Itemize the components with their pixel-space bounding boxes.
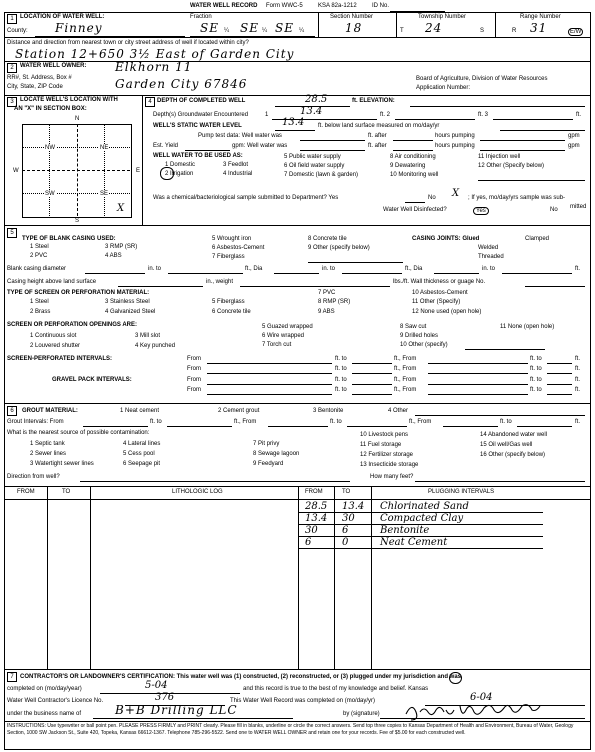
contam-lagoon[interactable]: 8 Sewage lagoon xyxy=(253,451,300,457)
contam-fertilizer[interactable]: 12 Fertilizer storage xyxy=(360,452,414,458)
quarter-2[interactable]: SE xyxy=(240,21,259,35)
grout-ft-from-2: ft., From xyxy=(409,419,432,425)
gw-1: 1 xyxy=(265,112,269,118)
interval-from-2: From xyxy=(187,377,201,383)
contam-abandoned[interactable]: 14 Abandoned water well xyxy=(480,432,548,438)
gravel-label: GRAVEL PACK INTERVALS: xyxy=(52,377,132,383)
static-rest: ft. below land surface measured on mo/day/yr xyxy=(318,123,440,129)
joints-welded[interactable]: Welded xyxy=(478,245,499,251)
interval-from-1: From xyxy=(187,366,201,372)
casing-fiberglass[interactable]: 7 Fiberglass xyxy=(212,254,245,260)
screen-asbestos[interactable]: 10 Asbestos-Cement xyxy=(412,290,468,296)
opening-mill[interactable]: 3 Mill slot xyxy=(135,333,161,339)
licence-value[interactable]: 376 xyxy=(155,692,175,703)
locate-subtitle: AN "X" IN SECTION BOX: xyxy=(14,106,87,112)
quarter-unit: ¼ xyxy=(299,28,305,34)
static-label: WELL'S STATIC WATER LEVEL xyxy=(153,123,242,129)
distance-label: Distance and direction from nearest town or city street address of well if located within city? xyxy=(7,40,249,46)
casing-steel[interactable]: 1 Steel xyxy=(30,244,49,250)
casing-pvc[interactable]: 2 PVC xyxy=(30,253,48,259)
plugged-circle xyxy=(449,672,462,684)
screen-title: TYPE OF SCREEN OR PERFORATION MATERIAL: xyxy=(7,290,150,296)
use-lawn[interactable]: 7 Domestic (lawn & garden) xyxy=(284,172,359,178)
sw-label: SW xyxy=(45,191,55,197)
section-3-number: 3 xyxy=(7,97,17,107)
interval-ft-from-3: ft., From xyxy=(394,387,417,393)
ksa-reference: KSA 82a-1212 xyxy=(318,3,357,9)
disinfected-yes[interactable]: Yes xyxy=(473,207,489,215)
lithologic-header: LITHOLOGIC LOG xyxy=(172,489,223,495)
licence-label: Water Well Contractor's Licence No. xyxy=(7,698,104,704)
perforated-label: SCREEN-PERFORATED INTERVALS: xyxy=(7,356,113,362)
plug-from-header: FROM xyxy=(305,489,323,495)
ne-label: NE xyxy=(100,145,109,151)
range-value[interactable]: 31 xyxy=(530,21,548,35)
opening-louvered[interactable]: 2 Louvered shutter xyxy=(30,343,81,349)
interval-ft-to-b-2: ft. to xyxy=(530,377,542,383)
form-number: Form WWC-5 xyxy=(266,3,303,9)
use-monitoring[interactable]: 10 Monitoring well xyxy=(390,172,439,178)
screen-pvc[interactable]: 7 PVC xyxy=(318,290,336,296)
grout-other[interactable]: 4 Other xyxy=(388,408,409,414)
location-title: LOCATION OF WATER WELL: xyxy=(20,14,105,20)
nw-label: NW xyxy=(45,145,55,151)
west-label: W xyxy=(13,168,19,174)
use-industrial[interactable]: 4 Industrial xyxy=(223,171,253,177)
screen-rmp[interactable]: 8 RMP (SR) xyxy=(318,299,351,305)
range-r: R xyxy=(512,28,517,34)
plug-from-2[interactable]: 30 xyxy=(305,525,318,536)
ft-dia-2: ft., Dia xyxy=(405,266,423,272)
township-number-label: Township Number xyxy=(418,14,467,20)
board-label: Board of Agriculture, Division of Water Resources xyxy=(416,76,548,82)
south-label: S xyxy=(75,218,80,224)
contam-other[interactable]: 16 Other (specify below) xyxy=(480,452,546,458)
grout-neat[interactable]: 1 Neat cement xyxy=(120,408,160,414)
ft-dia-1: ft., Dia xyxy=(245,266,263,272)
interval-from-0: From xyxy=(187,356,201,362)
interval-ft-2: ft. xyxy=(575,377,581,383)
depth-label: DEPTH OF COMPLETED WELL xyxy=(157,98,246,104)
log-to-header: TO xyxy=(62,489,71,495)
record-completed-label: This Water Well Record was completed on (mo/day/yr) xyxy=(230,698,376,704)
plug-desc-0[interactable]: Chlorinated Sand xyxy=(380,501,469,512)
township-value[interactable]: 24 xyxy=(425,21,443,35)
interval-ft-to-b-1: ft. to xyxy=(530,366,542,372)
township-t: T xyxy=(400,28,404,34)
use-oilfield[interactable]: 6 Oil field water supply xyxy=(284,163,345,169)
contamination-label: What is the nearest source of possible contamination: xyxy=(7,430,150,436)
chemical-mitted: mitted xyxy=(570,204,587,210)
contam-feedyard[interactable]: 9 Feedyard xyxy=(253,461,284,467)
grout-intervals-label: Grout Intervals: From xyxy=(7,419,64,425)
interval-ft-to-3: ft. to xyxy=(335,387,347,393)
city-label: City, State, ZIP Code xyxy=(7,84,63,90)
ft-1: ft. xyxy=(575,266,581,272)
grout-ft-to-2: ft. to xyxy=(330,419,342,425)
in-to-3: in. to xyxy=(482,266,496,272)
address-label: RR#, St. Address, Box # xyxy=(7,75,72,81)
interval-from-3: From xyxy=(187,387,201,393)
grout-ft-to-3: ft. to xyxy=(500,419,512,425)
casing-other[interactable]: 9 Other (specify below) xyxy=(308,245,370,251)
gw-ft3: ft. 3 xyxy=(478,112,489,118)
screen-abs[interactable]: 9 ABS xyxy=(318,309,335,315)
section-5-number: 5 xyxy=(7,228,17,238)
north-label: N xyxy=(75,116,80,122)
plug-to-3[interactable]: 0 xyxy=(342,537,349,548)
in-to-2: in. to xyxy=(322,266,336,272)
form-title: WATER WELL RECORD xyxy=(190,3,258,9)
ew-circled[interactable]: E/W xyxy=(570,29,582,35)
range-number-label: Range Number xyxy=(520,14,561,20)
east-label: E xyxy=(136,168,141,174)
ft-after-2: ft. after xyxy=(368,143,387,149)
contam-watertight[interactable]: 3 Watertight sewer lines xyxy=(30,461,94,467)
contam-oilwell[interactable]: 15 Oil well/Gas well xyxy=(480,442,533,448)
use-feedlot[interactable]: 3 Feedlot xyxy=(223,162,249,168)
grout-title: GROUT MATERIAL: xyxy=(22,408,78,414)
contam-privy[interactable]: 7 Pit privy xyxy=(253,441,280,447)
casing-wrought[interactable]: 5 Wrought iron xyxy=(212,236,252,242)
plug-desc-1[interactable]: Compacted Clay xyxy=(380,513,464,524)
grout-bentonite[interactable]: 3 Bentonite xyxy=(313,408,344,414)
id-label: ID No. xyxy=(372,3,390,9)
chemical-rest: ; If yes, mo/day/yrs sample was sub- xyxy=(468,195,566,201)
lbs-label: lbs./ft. Wall thickness or guage No. xyxy=(393,279,486,285)
opening-continuous[interactable]: 1 Continuous slot xyxy=(30,333,77,339)
in-to-1: in. to xyxy=(148,266,162,272)
plug-from-0[interactable]: 28.5 xyxy=(305,501,328,512)
screen-concrete[interactable]: 6 Concrete tile xyxy=(212,309,251,315)
screen-fiberglass[interactable]: 5 Fiberglass xyxy=(212,299,245,305)
plug-desc-3[interactable]: Neat Cement xyxy=(380,537,448,548)
section-6-number: 6 xyxy=(7,406,17,416)
contam-cesspool[interactable]: 5 Cess pool xyxy=(123,451,155,457)
irrigation-circle xyxy=(160,167,174,180)
contam-sewer[interactable]: 2 Sewer lines xyxy=(30,451,67,457)
hours-pumping-2: hours pumping xyxy=(435,143,475,149)
business-label: under the business name of xyxy=(7,711,82,717)
gpm-well: gpm: Well water was xyxy=(232,143,288,149)
grout-ft: ft. xyxy=(575,419,581,425)
plug-to-2[interactable]: 6 xyxy=(342,525,349,536)
opening-none[interactable]: 11 None (open hole) xyxy=(500,324,555,330)
instructions-text: INSTRUCTIONS: Use typewriter or ball point pen. PLEASE PRESS FIRMLY and PRINT clearly. Please fill in blanks, underline or circle the correct answers. Send top three copies to Kansas Department of Health and Environment, Bureau of Water, Geology Section, 1000 SW Jackson St., Suite 420, Topeka, Kansas 66612-1367. Telephone 785-296-5522. Send one to WATER WELL OWNER and retain one for your records. Fee of $5.00 for each constructed well. xyxy=(7,723,574,736)
gpm-1: gpm xyxy=(568,133,580,139)
interval-ft-1: ft. xyxy=(575,366,581,372)
application-label: Application Number: xyxy=(416,85,471,91)
yield-label: Est. Yield xyxy=(153,143,179,149)
screen-stainless[interactable]: 3 Stainless Steel xyxy=(105,299,150,305)
contam-septic[interactable]: 1 Septic tank xyxy=(30,441,65,447)
opening-guazed[interactable]: 5 Guazed wrapped xyxy=(262,324,313,330)
city-value[interactable]: Garden City 67846 xyxy=(115,77,248,91)
county-label: County: xyxy=(7,28,28,34)
casing-height-label: Casing height above land surface xyxy=(7,279,97,285)
completed-label: completed on (mo/day/year) xyxy=(7,686,82,692)
section-2-number: 2 xyxy=(7,63,17,73)
plug-from-1[interactable]: 13.4 xyxy=(305,513,328,524)
contam-lateral[interactable]: 4 Lateral lines xyxy=(123,441,161,447)
use-dewatering[interactable]: 9 Dewatering xyxy=(390,163,426,169)
section-number-label: Section Number xyxy=(330,14,374,20)
plug-desc-2[interactable]: Bentonite xyxy=(380,525,430,536)
record-true-text: and this record is true to the best of my knowledge and belief. Kansas xyxy=(243,686,429,692)
use-air[interactable]: 8 Air conditioning xyxy=(390,154,436,160)
casing-joints: CASING JOINTS: Glued xyxy=(412,236,480,242)
casing-title: TYPE OF BLANK CASING USED: xyxy=(22,236,116,242)
casing-rmp[interactable]: 3 RMP (SR) xyxy=(105,244,138,250)
contam-fuel[interactable]: 11 Fuel storage xyxy=(360,442,402,448)
contam-insecticide[interactable]: 13 Insecticide storage xyxy=(360,462,419,468)
gw-ft2: ft. 2 xyxy=(380,112,391,118)
plug-to-0[interactable]: 13.4 xyxy=(342,501,365,512)
use-other[interactable]: 12 Other (Specify below) xyxy=(478,163,545,169)
opening-key[interactable]: 4 Key punched xyxy=(135,343,176,349)
use-domestic[interactable]: 1 Domestic xyxy=(165,162,196,168)
county-value[interactable]: Finney xyxy=(55,21,103,35)
quarter-3[interactable]: SE xyxy=(275,21,294,35)
hours-pumping-1: hours pumping xyxy=(435,133,475,139)
quarter-1[interactable]: SE xyxy=(200,21,219,35)
direction-label: Direction from well? xyxy=(7,474,60,480)
interval-ft-3: ft. xyxy=(575,387,581,393)
plug-to-header: TO xyxy=(342,489,351,495)
ft-after-1: ft. after xyxy=(368,133,387,139)
groundwater-label: Depth(s) Groundwater Encountered xyxy=(153,112,249,118)
contam-livestock[interactable]: 10 Livestock pens xyxy=(360,432,409,438)
log-from-header: FROM xyxy=(17,489,35,495)
openings-title: SCREEN OR PERFORATION OPENINGS ARE: xyxy=(7,322,138,328)
fraction-label: Fraction xyxy=(190,14,212,20)
opening-saw[interactable]: 8 Saw cut xyxy=(400,324,427,330)
plug-to-1[interactable]: 30 xyxy=(342,513,355,524)
owner-value[interactable]: Elkhorn 11 xyxy=(115,60,193,74)
section-number-value[interactable]: 18 xyxy=(345,21,363,35)
quarter-unit: ¼ xyxy=(224,28,230,34)
screen-none[interactable]: 12 None used (open hole) xyxy=(412,309,482,315)
joints-threaded[interactable]: Threaded xyxy=(478,254,504,260)
owner-title: WATER WELL OWNER: xyxy=(20,63,87,69)
use-injection[interactable]: 11 Injection well xyxy=(478,154,521,160)
opening-torch[interactable]: 7 Torch cut xyxy=(262,342,292,348)
screen-galvanized[interactable]: 4 Galvanized Steel xyxy=(105,309,156,315)
interval-ft-from-0: ft., From xyxy=(394,356,417,362)
contam-seepage[interactable]: 6 Seepage pit xyxy=(123,461,161,467)
section-7-number: 7 xyxy=(7,672,17,682)
section-4-number: 4 xyxy=(145,97,155,107)
locate-title: LOCATE WELL'S LOCATION WITH xyxy=(20,97,118,103)
business-value[interactable]: B+B Drilling LLC xyxy=(115,703,238,717)
signature-label: by (signature) xyxy=(343,711,380,717)
casing-concrete[interactable]: 8 Concrete tile xyxy=(308,236,347,242)
screen-other[interactable]: 11 Other (Specify) xyxy=(412,299,461,305)
gpm-2: gpm xyxy=(568,143,580,149)
completed-value[interactable]: 5-04 xyxy=(145,680,168,691)
use-public[interactable]: 5 Public water supply xyxy=(284,154,341,160)
casing-abs[interactable]: 4 ABS xyxy=(105,253,122,259)
in-weight: in., weight xyxy=(206,279,234,285)
se-label: SE xyxy=(100,191,109,197)
opening-drilled[interactable]: 9 Drilled holes xyxy=(400,333,439,339)
joints-clamped[interactable]: Clamped xyxy=(525,236,550,242)
depth-value[interactable]: 28.5 xyxy=(305,94,328,105)
interval-ft-to-2: ft. to xyxy=(335,377,347,383)
interval-ft-to-1: ft. to xyxy=(335,366,347,372)
grout-cement[interactable]: 2 Cement grout xyxy=(218,408,260,414)
pump-test-label: Pump test data: Well water was xyxy=(198,133,282,139)
grout-ft-from-1: ft., From xyxy=(234,419,257,425)
interval-ft-to-b-3: ft. to xyxy=(530,387,542,393)
chemical-no: No xyxy=(428,195,436,201)
interval-ft-to-0: ft. to xyxy=(335,356,347,362)
how-many-feet-label: How many feet? xyxy=(370,474,414,480)
disinfected-label: Water Well Disinfected? xyxy=(383,207,447,213)
groundwater-value[interactable]: 13.4 xyxy=(300,106,323,117)
casing-asbestos[interactable]: 6 Asbestos-Cement xyxy=(212,245,265,251)
elevation-label: ft. ELEVATION: xyxy=(352,98,395,104)
interval-ft-to-b-0: ft. to xyxy=(530,356,542,362)
record-date-value[interactable]: 6-04 xyxy=(470,692,493,703)
opening-wire[interactable]: 6 Wire wrapped xyxy=(262,333,305,339)
blank-diameter-label: Blank casing diameter xyxy=(7,266,67,272)
township-s: S xyxy=(480,28,485,34)
interval-ft-0: ft. xyxy=(575,356,581,362)
chemical-no-mark[interactable]: X xyxy=(452,188,460,199)
screen-steel[interactable]: 1 Steel xyxy=(30,299,49,305)
quarter-unit: ¼ xyxy=(262,28,268,34)
static-value[interactable]: 13.4 xyxy=(282,117,305,128)
use-irrigation[interactable]: 2 Irrigation xyxy=(165,171,194,177)
interval-ft-from-1: ft., From xyxy=(394,366,417,372)
plug-from-3[interactable]: 6 xyxy=(305,537,312,548)
screen-brass[interactable]: 2 Brass xyxy=(30,309,51,315)
plugging-header: PLUGGING INTERVALS xyxy=(428,489,495,495)
certification-text: CONTRACTOR'S OR LANDOWNER'S CERTIFICATION: This water well was (1) constructed, (2) reconstructed, or (3) plugged under my jurisdiction and was xyxy=(20,674,462,680)
distance-value[interactable]: Station 12+650 3½ East of Garden City xyxy=(15,47,295,61)
section-1-number: 1 xyxy=(7,14,17,24)
gw-ft: ft. xyxy=(576,112,582,118)
opening-other[interactable]: 10 Other (specify) xyxy=(400,342,448,348)
use-title: WELL WATER TO BE USED AS: xyxy=(153,153,243,159)
well-location-x[interactable]: X xyxy=(117,203,125,214)
disinfected-no[interactable]: No xyxy=(550,207,558,213)
grout-ft-to-1: ft. to xyxy=(150,419,162,425)
chemical-label: Was a chemical/bacteriological sample submitted to Department? Yes xyxy=(153,195,339,201)
interval-ft-from-2: ft., From xyxy=(394,377,417,383)
